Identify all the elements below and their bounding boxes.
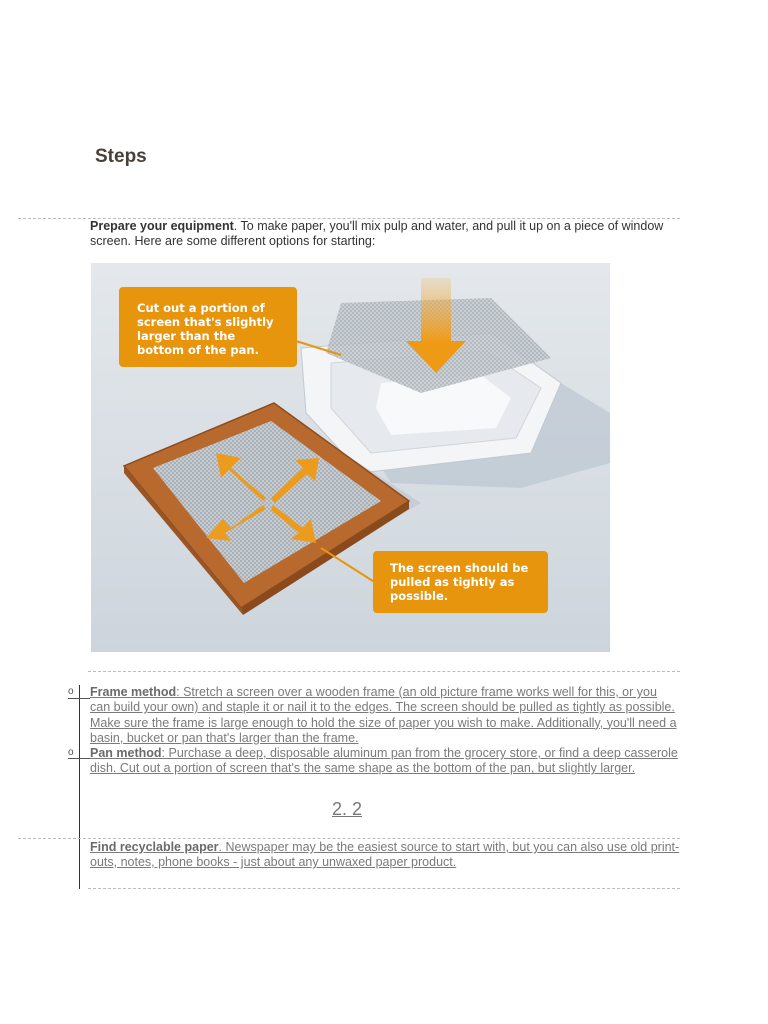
callout-bottom-line-1: The screen should be	[390, 561, 529, 575]
sub-item-1-tick	[68, 698, 90, 699]
sub-item-2-text: : Purchase a deep, disposable aluminum pan from the grocery store, or find a deep casserole dish. Cut out a portion of screen that's the same shape as the bottom of the pan, but slightly larger.	[90, 746, 678, 776]
callout-bottom-line-3: possible.	[390, 589, 449, 603]
callout-top-line-2: screen that's slightly	[137, 315, 274, 329]
step-1-title: Prepare your equipment	[90, 219, 234, 233]
step-2-title: Find recyclable paper	[90, 840, 219, 854]
divider-mid	[88, 671, 680, 672]
sub-item-2-title: Pan method	[90, 746, 162, 760]
sub-item-2-tick	[68, 758, 90, 759]
callout-top-line-1: Cut out a portion of	[137, 301, 265, 315]
step-2-text: . Newspaper may be the easiest source to start with, but you can also use old print-outs, notes, phone books - just about any unwaxed paper product.	[90, 840, 680, 869]
callout-bottom-line-2: pulled as tightly as	[390, 575, 515, 589]
sub-item-1-bullet: o	[68, 686, 74, 697]
sub-item-1-title: Frame method	[90, 685, 177, 699]
sub-item-2-bullet: o	[68, 747, 74, 758]
step-1-paragraph	[90, 219, 680, 249]
equipment-illustration	[91, 263, 610, 652]
divider-lower	[18, 838, 680, 839]
divider-bottom	[88, 888, 680, 889]
list-vertical-line	[79, 685, 80, 889]
step-1-text: . To make paper, you'll mix pulp and water, and pull it up on a piece of window screen. Here are some different options for starting:	[90, 219, 664, 248]
callout-top-line-3: larger than the	[137, 329, 236, 343]
sub-item-frame-method[interactable]	[90, 685, 680, 746]
step-2-paragraph[interactable]	[90, 840, 680, 870]
callout-bottom	[373, 551, 548, 613]
sub-item-pan-method[interactable]	[90, 746, 680, 777]
page-number[interactable]: 2. 2	[332, 799, 363, 819]
section-heading: Steps	[95, 146, 147, 167]
sub-item-1-text: : Stretch a screen over a wooden frame (an old picture frame works well for this, or you can build your own) and staple it or nail it to the edges. The screen should be pulled as tightly as possible. Make sure the frame is large enough to hold the size of paper you wish to make. Additionally, you'll need a basin, bucket or pan that's larger than the frame.	[90, 685, 677, 745]
callout-top	[119, 287, 297, 367]
callout-top-line-4: bottom of the pan.	[137, 343, 259, 357]
